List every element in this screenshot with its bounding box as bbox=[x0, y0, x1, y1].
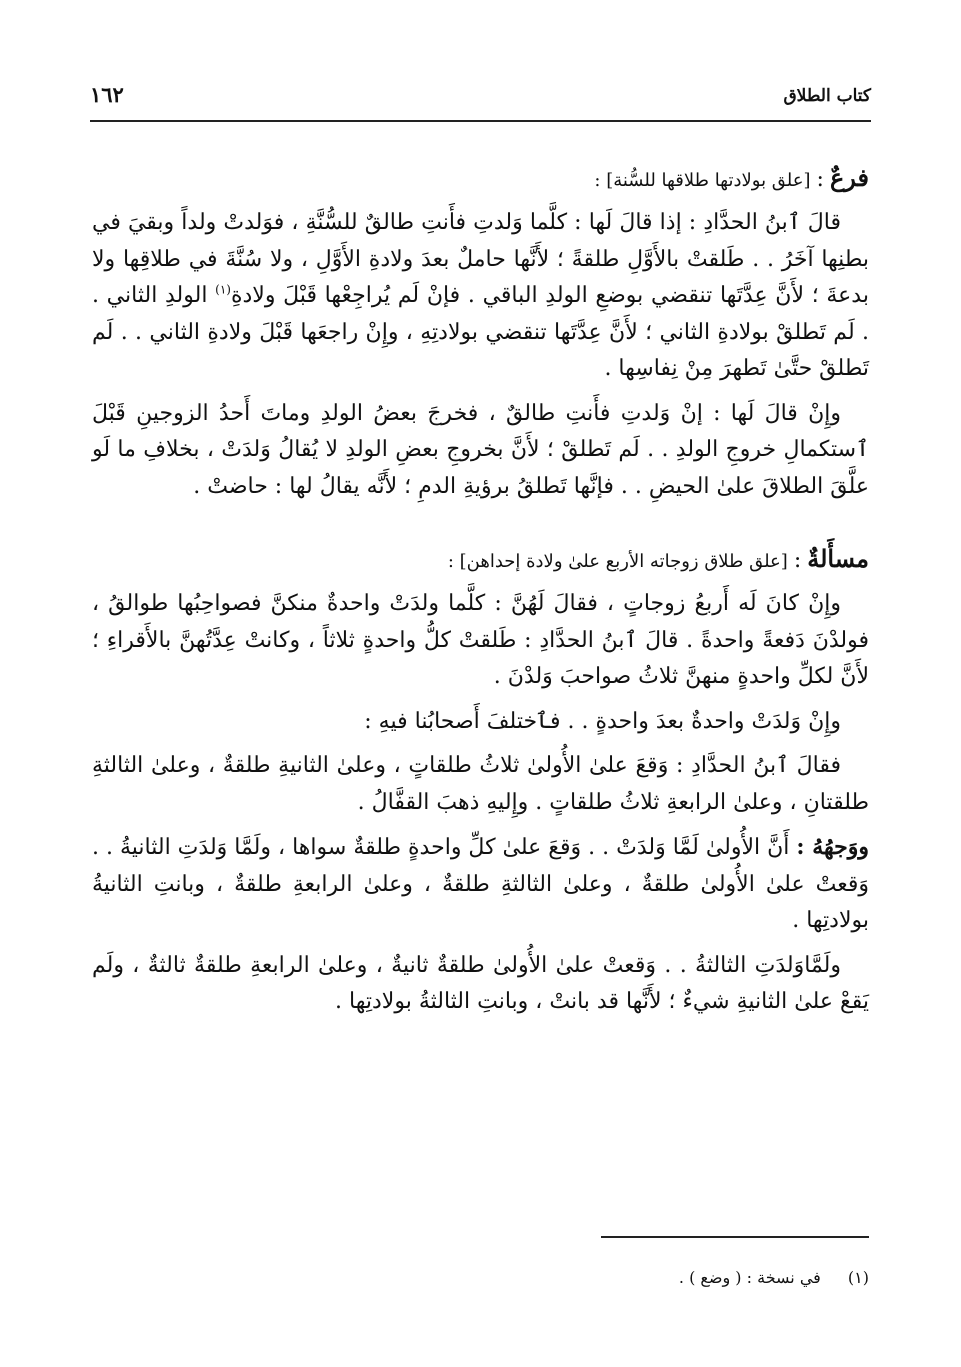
paragraph-text: الولدِ الثاني . . لَم تَطلقْ بولادةِ الثاني ؛ لأَنَّ عِدَّتَها تنقضي بولادتِهِ ، وإِنْ راجعَها قَبْلَ ولادةِ الثاني . . لَم تَطلقْ حتَّىٰ تَطهرَ مِنْ نِفاسِها . bbox=[92, 283, 869, 381]
footnote-text: في نسخة : ( وضع ) . bbox=[678, 1268, 821, 1287]
footnote-reference: (١) bbox=[215, 282, 231, 297]
footnote-rule bbox=[601, 1236, 869, 1238]
running-title: كتاب الطلاق bbox=[783, 86, 871, 106]
footnote-number: (١) bbox=[847, 1268, 869, 1287]
page-number: ١٦٢ bbox=[90, 82, 124, 107]
paragraph: ولَمَّاوَلدَتِ الثالثةُ . . وَقعتْ علىٰ الأُولىٰ طلقةٌ ثانيةٌ ، وعلىٰ الرابعةِ طلقةٌ ثالثةٌ ، ولَم يَقعْ علىٰ الثانيةِ شيءٌ ؛ لأَنَّها قد بانتْ ، وبانتِ الثالثةُ بولادتِها . bbox=[92, 952, 869, 1014]
heading-bracket: [علق طلاق زوجاته الأربع علىٰ ولادة إحداهن] : bbox=[447, 551, 788, 572]
header-rule bbox=[90, 120, 871, 122]
paragraph-lead: ووَجهُهُ : bbox=[796, 834, 869, 860]
heading-label: فرعٌ bbox=[829, 163, 869, 192]
paragraph bbox=[92, 205, 869, 388]
paragraph: وإِنْ كانَ لَه أَربعُ زوجاتٍ ، فقالَ لَهُنَّ : كلَّما ولدَتْ واحدةٌ منكنَّ فصواحِبُها طوالقُ ، فولدْنَ دَفعةً واحدةً . قالَ ٱبنُ الحدَّادِ : طَلقتْ كلُّ واحدةٍ ثلاثاً ، وكانتْ عِدَّتُهنَّ بالأَقراءِ ؛ لأَنَّ لكلِّ واحدةٍ منهنَّ ثلاثُ صواحبَ وَلدْنَ . bbox=[92, 591, 869, 689]
section-heading-masala: مسأَلةٌ:[علق طلاق زوجاته الأربع علىٰ ولادة إحداهن] : bbox=[447, 544, 869, 573]
section-heading-far: فرعٌ:[علق بولادتها طلاقها للسُّنة] : bbox=[594, 163, 869, 192]
paragraph bbox=[92, 829, 869, 940]
heading-label: مسأَلةٌ bbox=[807, 544, 869, 573]
page-body bbox=[92, 158, 869, 1029]
paragraph-text: أَنَّ الأُولىٰ لَمَّا وَلدَتْ . . وَقعَ علىٰ كلِّ واحدةٍ طلقةٌ سواها ، ولَمَّا وَلدَتِ الثانيةُ . . وَقعتْ علىٰ الأُولىٰ طلقةٌ ، وعلىٰ الثالثةِ طلقةٌ ، وعلىٰ الرابعةِ طلقةٌ ، وبانتِ الثانيةُ بولادتِها . bbox=[92, 835, 869, 933]
paragraph: وإِنْ وَلدَتْ واحدةٌ بعدَ واحدةٍ . . فٱختلفَ أَصحابُنا فيهِ : bbox=[364, 708, 841, 734]
paragraph-text: قالَ ٱبنُ الحدَّادِ : إذا قالَ لَها : كلَّما وَلدتِ فأَنتِ طالقٌ للسُّنَّةِ ، فوَلدتْ ولداً وبقيَ في بطنِها آخَرُ . . طَلقتْ بالأَوَّلِ طلقةً ؛ لأَنَّها حاملٌ بعدَ ولادةِ الأَوَّلِ ، ولا سُنَّةَ في طلاقِها ولا بدعةَ ؛ لأَنَّ عِدَّتَها تنقضي بوضعِ الولدِ الباقي . فإنْ لَم يُراجِعْها قَبْلَ ولادةِ bbox=[92, 210, 869, 308]
paragraph: وإِنْ قالَ لَها : إنْ وَلدتِ فأَنتِ طالقٌ ، فخرجَ بعضُ الولدِ وماتَ أَحدُ الزوجينِ قَبْلَ ٱستكمالِ خروجِ الولدِ . . لَم تَطلقْ ؛ لأَنَّ بخروجِ بعضِ الولدِ لا يُقالُ وَلدَتْ ، بخلافِ ما لَو علَّقَ الطلاقَ علىٰ الحيضِ . . فإنَّها تَطلقُ برؤيةِ الدمِ ؛ لأَنَّه يقالُ لها : حاضتْ . bbox=[92, 400, 869, 499]
heading-bracket: [علق بولادتها طلاقها للسُّنة] : bbox=[594, 170, 811, 191]
paragraph: فقالَ ٱبنُ الحدَّادِ : وَقعَ علىٰ الأُولىٰ ثلاثُ طلقاتٍ ، وعلىٰ الثانيةِ طلقةٌ ، وعلىٰ الثالثةِ طلقتانِ ، وعلىٰ الرابعةِ ثلاثُ طلقاتٍ . وإِليهِ ذهبَ القفَّالُ . bbox=[92, 753, 869, 815]
page-header bbox=[90, 78, 871, 120]
footnote bbox=[92, 1268, 869, 1287]
